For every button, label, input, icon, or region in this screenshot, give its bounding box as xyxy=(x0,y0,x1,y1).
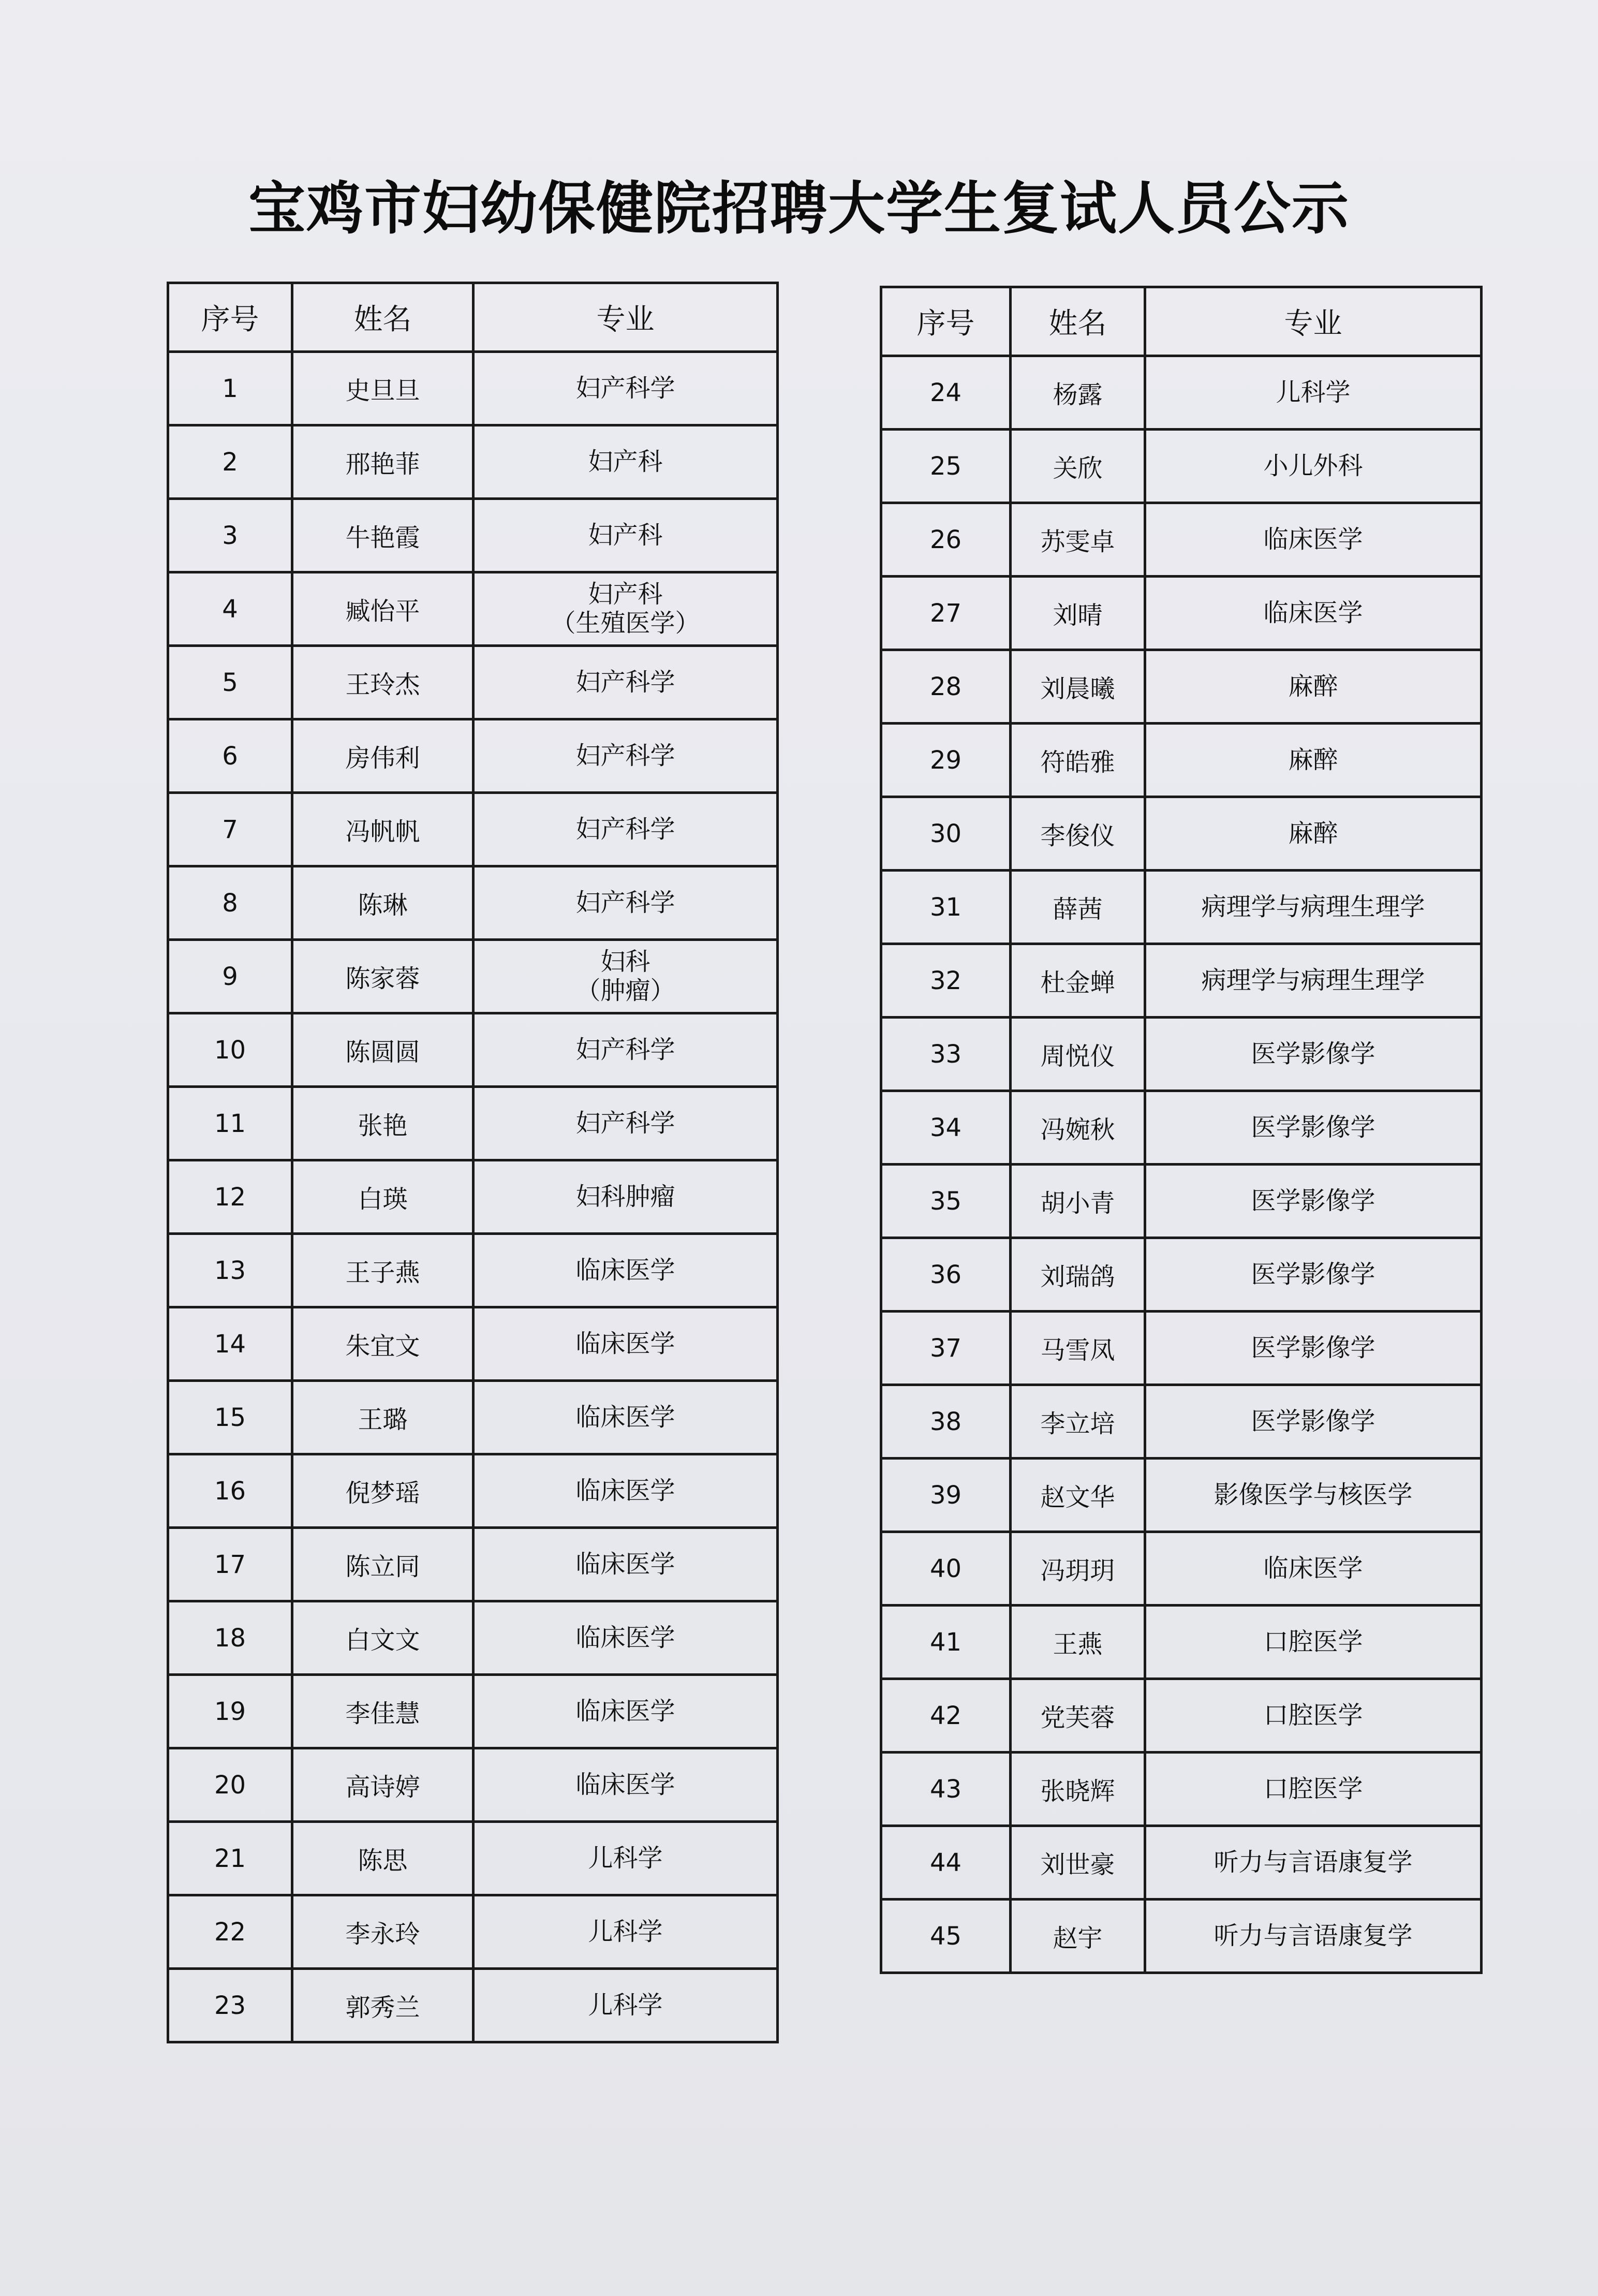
row-seq: 20 xyxy=(168,1748,292,1822)
row-seq: 6 xyxy=(168,719,292,793)
row-major xyxy=(1145,1459,1482,1532)
row-name: 刘瑞鸽 xyxy=(1011,1238,1145,1312)
row-major-line: 儿科学 xyxy=(588,1917,663,1946)
row-major-line: 影像医学与核医学 xyxy=(1214,1480,1413,1509)
row-major-line: 儿科学 xyxy=(1276,377,1351,407)
row-major-line: 临床医学 xyxy=(575,1255,675,1285)
row-major xyxy=(1145,577,1482,650)
row-major-line: 医学影像学 xyxy=(1251,1259,1375,1289)
row-seq: 7 xyxy=(168,793,292,866)
row-seq: 44 xyxy=(881,1826,1011,1900)
header-name: 姓名 xyxy=(292,283,474,352)
row-name: 陈立同 xyxy=(292,1528,474,1601)
row-major-line: 临床医学 xyxy=(575,1402,675,1432)
row-major-line: 妇产科 xyxy=(588,447,663,476)
row-name: 胡小青 xyxy=(1011,1165,1145,1238)
row-major-line: 妇产科学 xyxy=(575,888,675,917)
row-major-line: 小儿外科 xyxy=(1263,451,1363,480)
row-major-line: 妇产科学 xyxy=(575,667,675,697)
row-major xyxy=(474,793,778,866)
row-major-line: 口腔医学 xyxy=(1263,1700,1363,1730)
row-major xyxy=(474,1013,778,1087)
row-name: 张晓辉 xyxy=(1011,1753,1145,1826)
row-major xyxy=(1145,724,1482,797)
row-seq: 30 xyxy=(881,797,1011,871)
row-major-line: 病理学与病理生理学 xyxy=(1201,965,1425,995)
table-row xyxy=(881,871,1482,944)
row-major xyxy=(1145,1238,1482,1312)
row-name: 白文文 xyxy=(292,1601,474,1675)
table-row xyxy=(881,1900,1482,1973)
table-row xyxy=(881,356,1482,430)
table-row xyxy=(168,1969,778,2042)
table-row xyxy=(168,793,778,866)
row-name: 王玲杰 xyxy=(292,646,474,719)
row-seq: 40 xyxy=(881,1532,1011,1606)
row-major-line: 临床医学 xyxy=(575,1623,675,1652)
row-major-line: 临床医学 xyxy=(575,1696,675,1726)
row-seq: 22 xyxy=(168,1895,292,1969)
row-name: 陈思 xyxy=(292,1822,474,1895)
row-seq: 37 xyxy=(881,1312,1011,1385)
row-name: 邢艳菲 xyxy=(292,425,474,499)
row-major-line: 妇产科学 xyxy=(575,1035,675,1064)
table-row xyxy=(881,1532,1482,1606)
row-major xyxy=(474,719,778,793)
row-major xyxy=(474,1307,778,1381)
row-name: 倪梦瑶 xyxy=(292,1454,474,1528)
row-major-line: 临床医学 xyxy=(1263,1553,1363,1583)
row-major-line: 听力与言语康复学 xyxy=(1214,1847,1413,1877)
table-body-right xyxy=(881,356,1482,1973)
table-row xyxy=(881,1606,1482,1679)
row-name: 臧怡平 xyxy=(292,572,474,646)
table-row xyxy=(881,1018,1482,1091)
row-major-line: 麻醉 xyxy=(1288,671,1338,701)
row-name: 薛茜 xyxy=(1011,871,1145,944)
roster-table-right xyxy=(880,286,1483,1974)
row-seq: 43 xyxy=(881,1753,1011,1826)
row-major-line: 医学影像学 xyxy=(1251,1406,1375,1436)
table-row xyxy=(168,1895,778,1969)
row-major xyxy=(1145,944,1482,1018)
row-seq: 8 xyxy=(168,866,292,940)
table-row xyxy=(168,1160,778,1234)
row-major xyxy=(474,940,778,1013)
row-seq: 41 xyxy=(881,1606,1011,1679)
row-name: 冯婉秋 xyxy=(1011,1091,1145,1165)
table-row xyxy=(168,1234,778,1307)
table-row xyxy=(881,650,1482,724)
row-name: 张艳 xyxy=(292,1087,474,1160)
table-row xyxy=(881,1385,1482,1459)
table-row xyxy=(168,1087,778,1160)
row-seq: 42 xyxy=(881,1679,1011,1753)
row-seq: 36 xyxy=(881,1238,1011,1312)
row-major-line: 医学影像学 xyxy=(1251,1333,1375,1362)
row-seq: 29 xyxy=(881,724,1011,797)
table-header-row xyxy=(168,283,778,352)
table-row xyxy=(881,503,1482,577)
header-major: 专业 xyxy=(474,283,778,352)
table-row xyxy=(168,1748,778,1822)
row-major xyxy=(474,1160,778,1234)
table-row xyxy=(881,1238,1482,1312)
row-name: 郭秀兰 xyxy=(292,1969,474,2042)
table-row xyxy=(881,1165,1482,1238)
table-row xyxy=(881,1312,1482,1385)
row-seq: 33 xyxy=(881,1018,1011,1091)
row-major-line: 妇产科学 xyxy=(575,741,675,770)
row-name: 牛艳霞 xyxy=(292,499,474,572)
row-seq: 12 xyxy=(168,1160,292,1234)
row-major xyxy=(1145,1826,1482,1900)
row-seq: 18 xyxy=(168,1601,292,1675)
row-major-line: 妇产科学 xyxy=(575,373,675,403)
row-name: 赵宇 xyxy=(1011,1900,1145,1973)
row-name: 杨露 xyxy=(1011,356,1145,430)
row-major xyxy=(474,1895,778,1969)
row-major-line: 听力与言语康复学 xyxy=(1214,1921,1413,1950)
row-major-line: 妇科 xyxy=(600,947,650,977)
row-major-line: （肿瘤） xyxy=(575,976,675,1005)
row-name: 周悦仪 xyxy=(1011,1018,1145,1091)
row-major xyxy=(474,1454,778,1528)
row-name: 高诗婷 xyxy=(292,1748,474,1822)
row-major xyxy=(1145,430,1482,503)
table-row xyxy=(168,719,778,793)
row-major xyxy=(474,1822,778,1895)
row-major-line: 医学影像学 xyxy=(1251,1112,1375,1142)
row-seq: 38 xyxy=(881,1385,1011,1459)
row-name: 王子燕 xyxy=(292,1234,474,1307)
row-name: 李佳慧 xyxy=(292,1675,474,1748)
row-seq: 27 xyxy=(881,577,1011,650)
row-seq: 17 xyxy=(168,1528,292,1601)
row-seq: 32 xyxy=(881,944,1011,1018)
row-seq: 35 xyxy=(881,1165,1011,1238)
row-major xyxy=(1145,1312,1482,1385)
row-major xyxy=(1145,1606,1482,1679)
row-name: 刘晴 xyxy=(1011,577,1145,650)
row-name: 李立培 xyxy=(1011,1385,1145,1459)
row-name: 陈圆圆 xyxy=(292,1013,474,1087)
row-major-line: 妇产科 xyxy=(588,580,663,609)
row-name: 史旦旦 xyxy=(292,352,474,425)
row-name: 赵文华 xyxy=(1011,1459,1145,1532)
row-major xyxy=(474,1528,778,1601)
row-seq: 11 xyxy=(168,1087,292,1160)
row-seq: 31 xyxy=(881,871,1011,944)
header-seq: 序号 xyxy=(168,283,292,352)
row-name: 李永玲 xyxy=(292,1895,474,1969)
page-title: 宝鸡市妇幼保健院招聘大学生复试人员公示 xyxy=(248,175,1350,242)
row-seq: 19 xyxy=(168,1675,292,1748)
row-major xyxy=(474,1969,778,2042)
row-major-line: 麻醉 xyxy=(1288,818,1338,848)
table-row xyxy=(881,430,1482,503)
row-major-line: 妇产科 xyxy=(588,520,663,550)
row-name: 陈家蓉 xyxy=(292,940,474,1013)
row-seq: 34 xyxy=(881,1091,1011,1165)
table-row xyxy=(168,940,778,1013)
row-major xyxy=(474,1381,778,1454)
row-major xyxy=(1145,356,1482,430)
row-major xyxy=(1145,1532,1482,1606)
table-row xyxy=(168,572,778,646)
header-name: 姓名 xyxy=(1011,287,1145,356)
row-major xyxy=(1145,503,1482,577)
row-major-line: 口腔医学 xyxy=(1263,1627,1363,1656)
table-row xyxy=(168,646,778,719)
row-seq: 28 xyxy=(881,650,1011,724)
table-row xyxy=(168,352,778,425)
table-row xyxy=(168,1822,778,1895)
row-major xyxy=(474,1087,778,1160)
row-name: 杜金蝉 xyxy=(1011,944,1145,1018)
table-row xyxy=(168,1601,778,1675)
row-major xyxy=(1145,797,1482,871)
table-row xyxy=(881,1091,1482,1165)
row-name: 王璐 xyxy=(292,1381,474,1454)
table-row xyxy=(168,1454,778,1528)
row-major xyxy=(1145,1900,1482,1973)
row-name: 刘世豪 xyxy=(1011,1826,1145,1900)
row-name: 刘晨曦 xyxy=(1011,650,1145,724)
row-name: 冯玥玥 xyxy=(1011,1532,1145,1606)
row-seq: 16 xyxy=(168,1454,292,1528)
row-major-line: 临床医学 xyxy=(1263,598,1363,627)
row-name: 符皓雅 xyxy=(1011,724,1145,797)
header-major: 专业 xyxy=(1145,287,1482,356)
row-major xyxy=(474,1675,778,1748)
row-major-line: 临床医学 xyxy=(1263,524,1363,554)
row-seq: 24 xyxy=(881,356,1011,430)
row-seq: 2 xyxy=(168,425,292,499)
row-seq: 9 xyxy=(168,940,292,1013)
row-major xyxy=(1145,1753,1482,1826)
row-major xyxy=(1145,1165,1482,1238)
row-seq: 21 xyxy=(168,1822,292,1895)
row-major-line: 儿科学 xyxy=(588,1843,663,1873)
row-seq: 15 xyxy=(168,1381,292,1454)
row-major-line: 妇科肿瘤 xyxy=(575,1182,675,1211)
row-seq: 39 xyxy=(881,1459,1011,1532)
table-row xyxy=(881,724,1482,797)
row-major-line: 医学影像学 xyxy=(1251,1186,1375,1215)
table-row xyxy=(168,1528,778,1601)
table-row xyxy=(881,944,1482,1018)
header-seq: 序号 xyxy=(881,287,1011,356)
row-name: 关欣 xyxy=(1011,430,1145,503)
row-major xyxy=(1145,1091,1482,1165)
row-seq: 3 xyxy=(168,499,292,572)
table-row xyxy=(168,1013,778,1087)
row-major-line: 医学影像学 xyxy=(1251,1039,1375,1068)
row-major xyxy=(474,1748,778,1822)
row-major xyxy=(1145,871,1482,944)
table-row xyxy=(168,1675,778,1748)
row-name: 陈琳 xyxy=(292,866,474,940)
row-seq: 14 xyxy=(168,1307,292,1381)
row-name: 王燕 xyxy=(1011,1606,1145,1679)
row-major-line: 临床医学 xyxy=(575,1329,675,1358)
row-major xyxy=(474,425,778,499)
row-major-line: （生殖医学） xyxy=(551,608,700,638)
row-name: 朱宜文 xyxy=(292,1307,474,1381)
table-row xyxy=(168,866,778,940)
row-major xyxy=(1145,650,1482,724)
row-name: 苏雯卓 xyxy=(1011,503,1145,577)
row-major-line: 儿科学 xyxy=(588,1990,663,2020)
row-seq: 26 xyxy=(881,503,1011,577)
row-name: 李俊仪 xyxy=(1011,797,1145,871)
row-seq: 13 xyxy=(168,1234,292,1307)
row-major xyxy=(474,646,778,719)
row-name: 冯帆帆 xyxy=(292,793,474,866)
row-seq: 45 xyxy=(881,1900,1011,1973)
table-row xyxy=(168,425,778,499)
row-major xyxy=(1145,1018,1482,1091)
table-row xyxy=(168,499,778,572)
row-major-line: 病理学与病理生理学 xyxy=(1201,892,1425,921)
row-major-line: 临床医学 xyxy=(575,1476,675,1505)
row-name: 房伟利 xyxy=(292,719,474,793)
table-row xyxy=(881,1679,1482,1753)
table-header-row xyxy=(881,287,1482,356)
row-major xyxy=(474,1601,778,1675)
row-major xyxy=(474,499,778,572)
row-major xyxy=(474,1234,778,1307)
row-name: 马雪凤 xyxy=(1011,1312,1145,1385)
row-major xyxy=(474,572,778,646)
row-major xyxy=(1145,1385,1482,1459)
table-row xyxy=(881,577,1482,650)
row-major xyxy=(1145,1679,1482,1753)
table-row xyxy=(881,797,1482,871)
row-major-line: 麻醉 xyxy=(1288,745,1338,774)
table-body-left xyxy=(168,352,778,2042)
row-major-line: 临床医学 xyxy=(575,1770,675,1799)
table-row xyxy=(881,1753,1482,1826)
row-seq: 5 xyxy=(168,646,292,719)
row-seq: 23 xyxy=(168,1969,292,2042)
row-seq: 10 xyxy=(168,1013,292,1087)
row-major-line: 妇产科学 xyxy=(575,814,675,844)
row-seq: 25 xyxy=(881,430,1011,503)
table-row xyxy=(168,1381,778,1454)
row-seq: 4 xyxy=(168,572,292,646)
table-row xyxy=(881,1826,1482,1900)
row-major-line: 妇产科学 xyxy=(575,1108,675,1138)
row-name: 党芙蓉 xyxy=(1011,1679,1145,1753)
row-major-line: 临床医学 xyxy=(575,1549,675,1579)
row-seq: 1 xyxy=(168,352,292,425)
row-major xyxy=(474,866,778,940)
roster-table-left xyxy=(167,282,779,2043)
row-name: 白瑛 xyxy=(292,1160,474,1234)
row-major xyxy=(474,352,778,425)
table-row xyxy=(168,1307,778,1381)
row-major-line: 口腔医学 xyxy=(1263,1774,1363,1803)
table-row xyxy=(881,1459,1482,1532)
